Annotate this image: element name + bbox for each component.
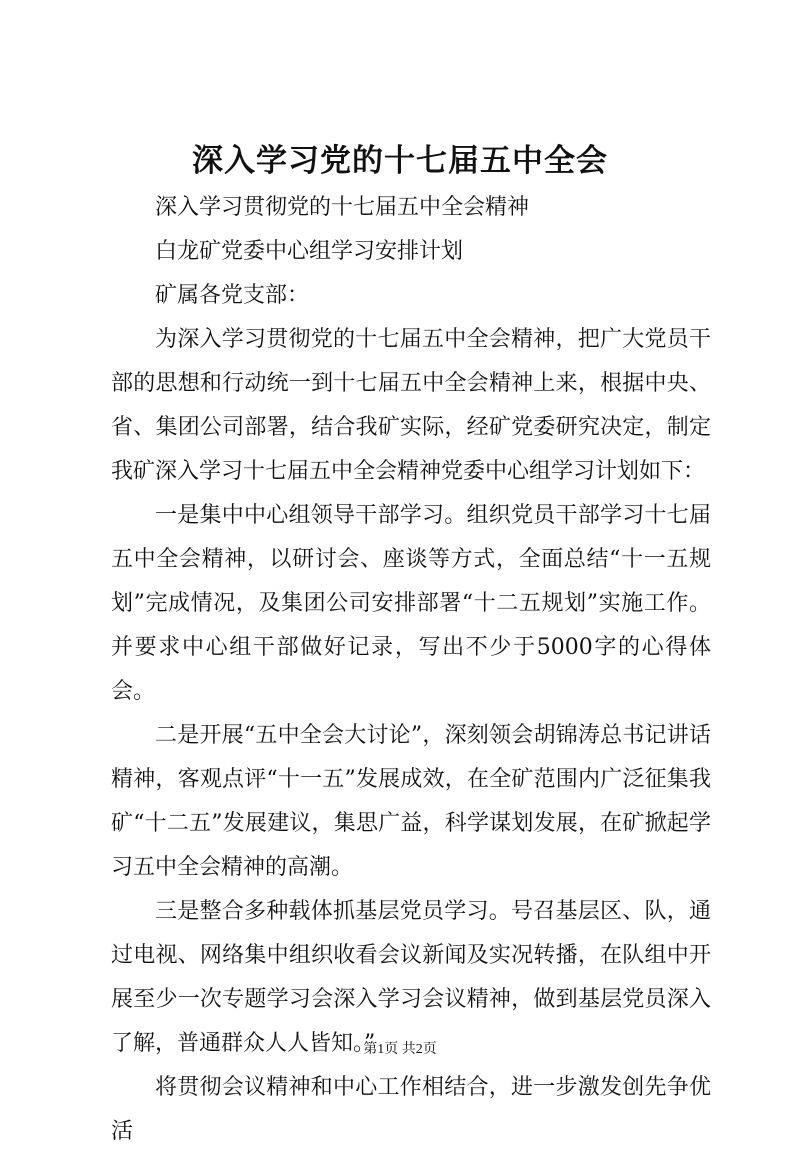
paragraph-continuation: 将贯彻会议精神和中心工作相结合，进一步激发创先争优活 <box>111 1075 711 1144</box>
paragraph-intro: 为深入学习贯彻党的十七届五中全会精神，把广大党员干部的思想和行动统一到十七届五中全会精神上来，根据中央、省、集团公司部署，结合我矿实际，经矿党委研究决定，制定我矿深入学习十七届五中全会精神党委中心组学习计划如下： <box>111 327 711 484</box>
page-number-footer: 第1页 共2页 <box>363 1042 437 1057</box>
paragraph-item-2: 二是开展“五中全会大讨论”，深刻领会胡锦涛总书记讲话精神，客观点评“十一五”发展成效，在全矿范围内广泛征集我矿“十二五”发展建议，集思广益，科学谋划发展，在矿掀起学习五中全会精神的高潮。 <box>111 723 711 880</box>
paragraph-item-3: 三是整合多种载体抓基层党员学习。号召基层区、队，通过电视、网络集中组织收看会议新闻及实况转播，在队组中开展至少一次专题学习会深入学习会议精神，做到基层党员深入了解，普通群众人人皆知。” <box>111 899 711 1056</box>
paragraph-item-1: 一是集中中心组领导干部学习。组织党员干部学习十七届五中全会精神，以研讨会、座谈等方式，全面总结“十一五规划”完成情况，及集团公司安排部署“十二五规划”实施工作。并要求中心组干部做好记录，写出不少于5000字的心得体会。 <box>111 503 711 704</box>
subtitle-line-1: 深入学习贯彻党的十七届五中全会精神 <box>155 195 530 220</box>
document-title: 深入学习党的十七届五中全会 <box>192 143 608 179</box>
subtitle-line-2: 白龙矿党委中心组学习安排计划 <box>155 239 464 264</box>
salutation: 矿属各党支部： <box>155 283 310 308</box>
document-body <box>111 186 711 1154</box>
